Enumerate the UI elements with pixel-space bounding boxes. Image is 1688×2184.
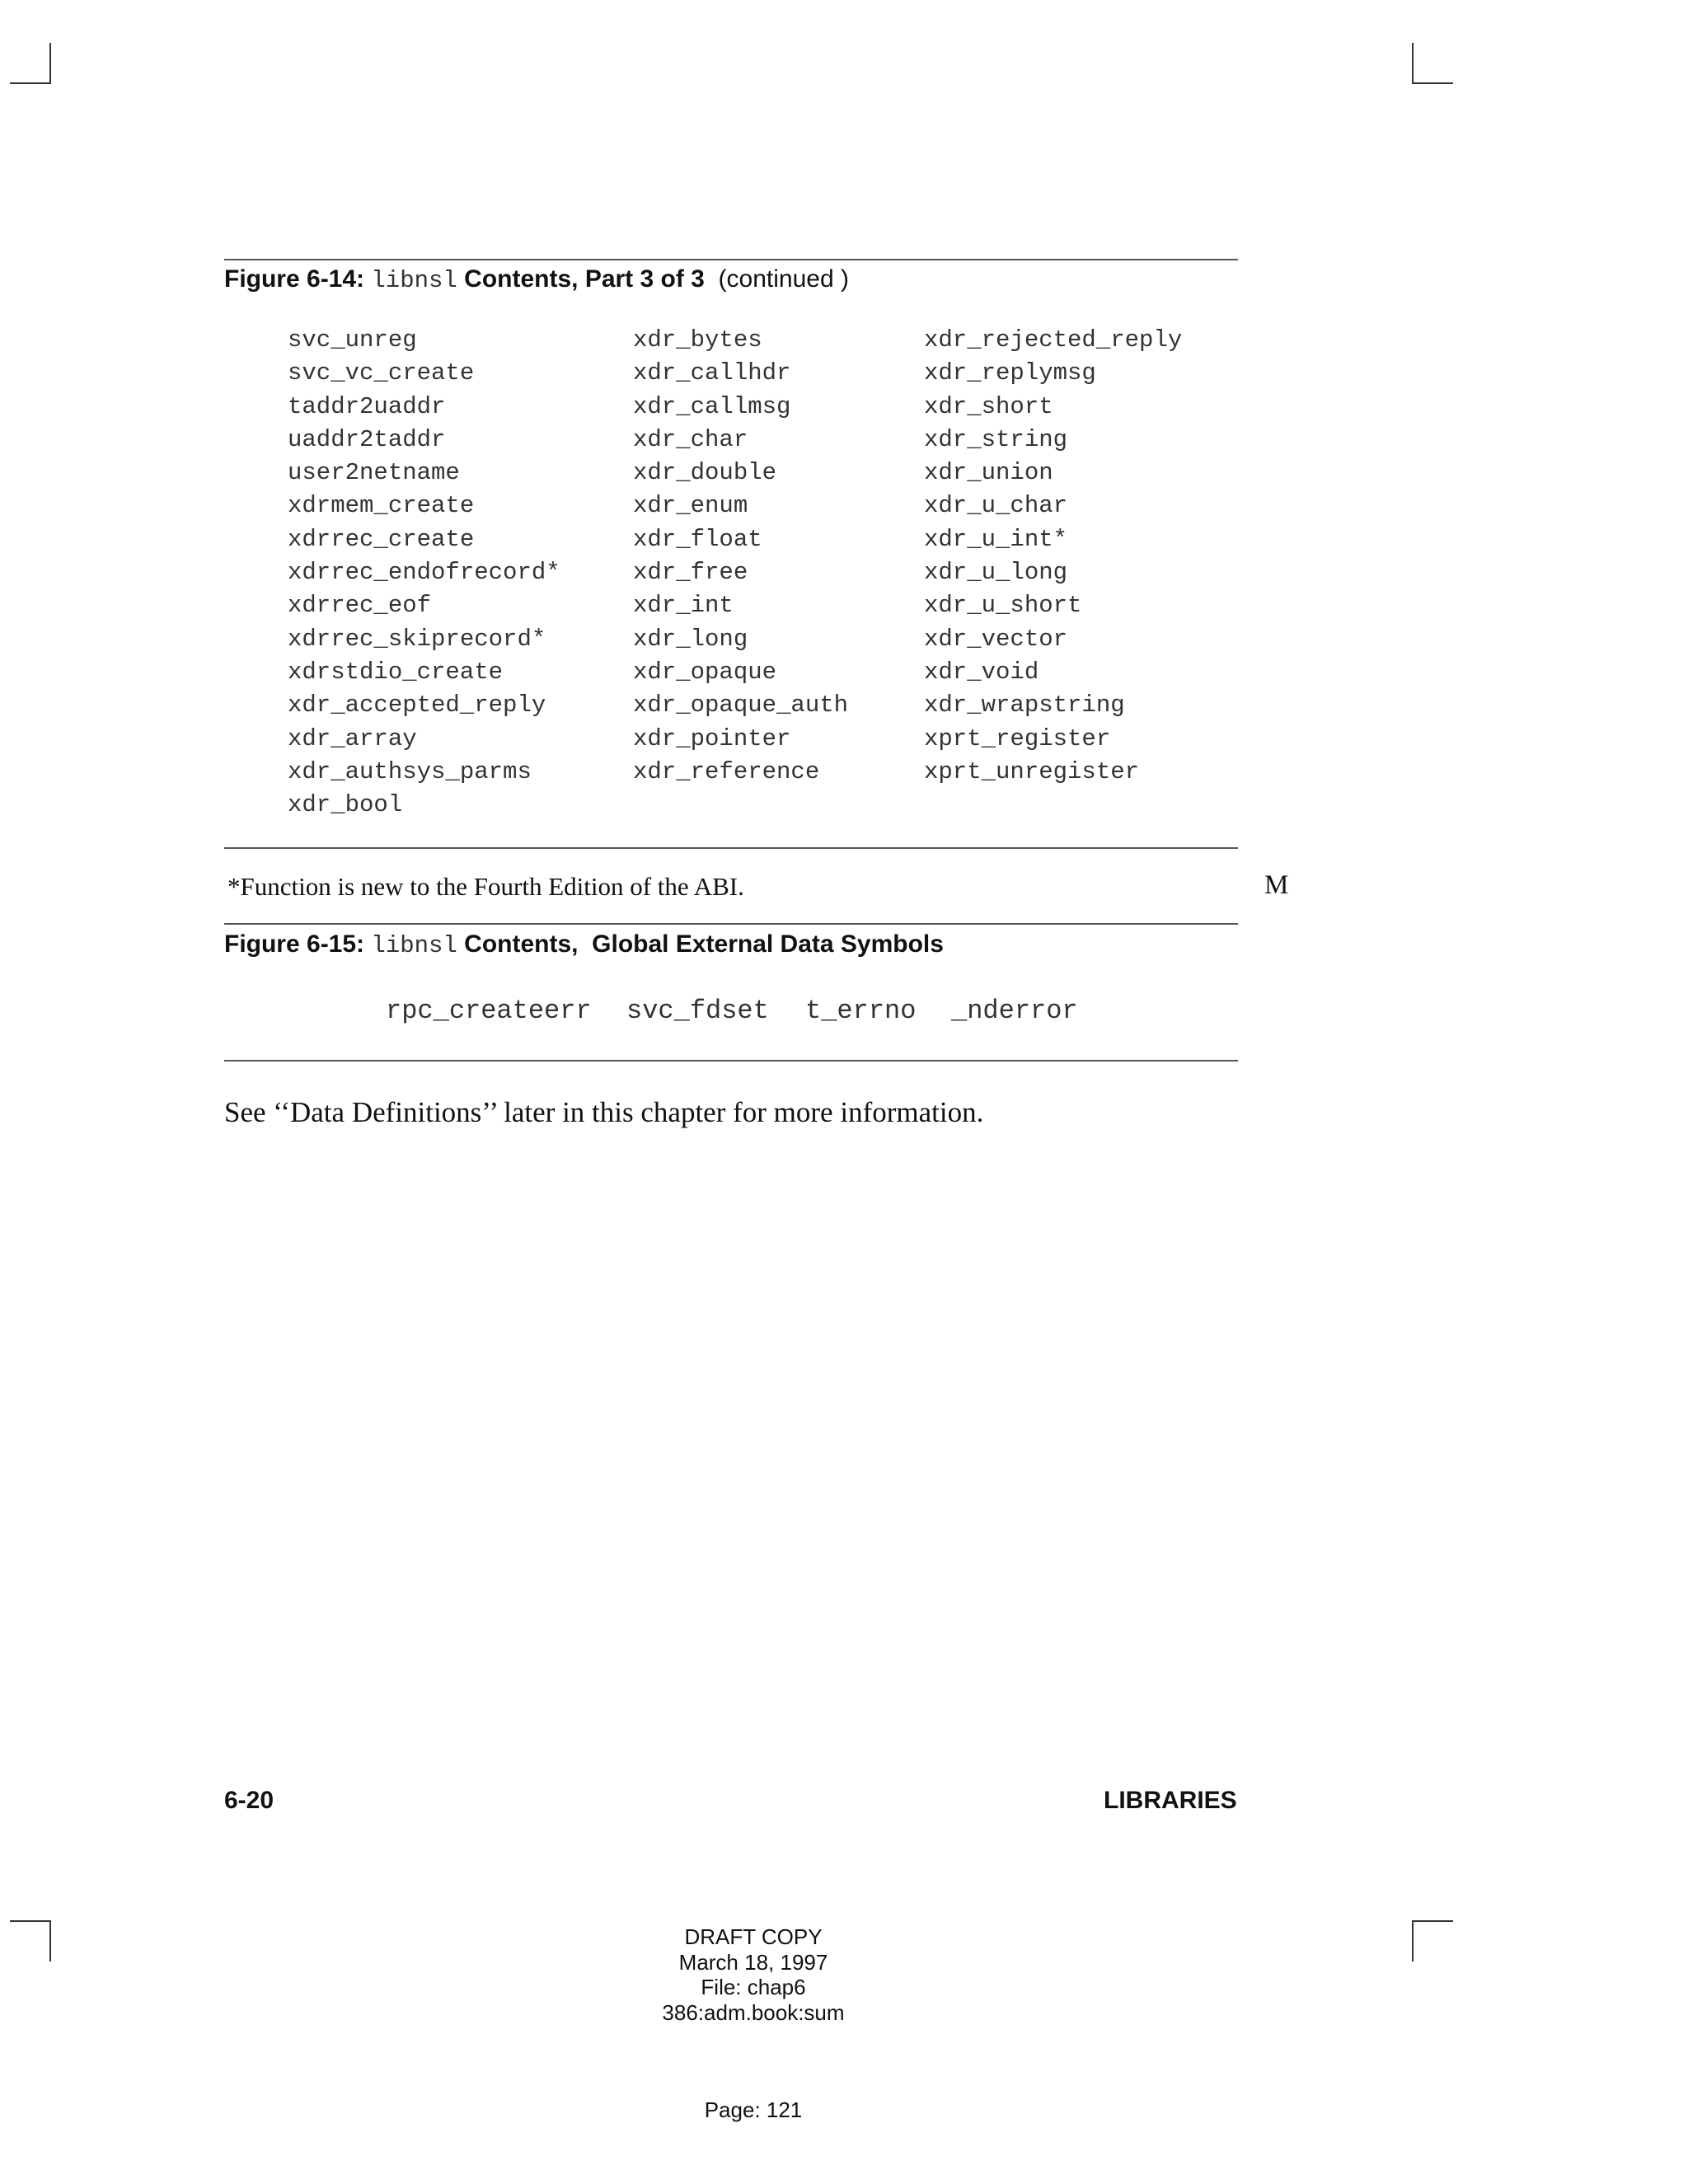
figure-15-label: Figure 6-15: xyxy=(224,930,365,958)
symbol-item: xdr_short xyxy=(924,392,1053,420)
figure-15-library: libnsl xyxy=(371,932,457,959)
symbol-item: xdrrec_endofrecord* xyxy=(288,559,560,587)
symbol-item: xdr_array xyxy=(288,724,417,752)
change-bar-mark: M xyxy=(1264,870,1289,900)
symbol-item: xdr_enum xyxy=(633,492,748,520)
footnote: *Function is new to the Fourth Edition of the ABI. xyxy=(227,872,744,901)
symbol-item: taddr2uaddr xyxy=(288,392,446,420)
draft-file: File: chap6 xyxy=(701,1975,806,1999)
figure-15-bottom-rule xyxy=(224,1060,1238,1062)
symbol-item: xprt_unregister xyxy=(924,757,1140,785)
figure-14-top-rule xyxy=(224,259,1238,260)
symbol-item: xdr_callmsg xyxy=(633,392,791,420)
global-symbol: _nderror xyxy=(951,996,1078,1026)
symbol-item: xdr_accepted_reply xyxy=(288,691,546,719)
symbol-column-1 xyxy=(288,324,560,822)
crop-mark-top-right xyxy=(1412,43,1453,84)
symbol-item: svc_vc_create xyxy=(288,359,475,387)
footer-page-ref: 6-20 xyxy=(224,1787,274,1814)
symbol-item: xdr_int xyxy=(633,592,734,620)
symbol-item: xdr_u_short xyxy=(924,592,1082,620)
figure-14-library: libnsl xyxy=(371,267,457,294)
symbol-item: xdr_long xyxy=(633,625,748,653)
symbol-item: xdr_wrapstring xyxy=(924,691,1125,719)
symbol-item: xdr_opaque xyxy=(633,658,777,686)
symbol-item: xdr_u_char xyxy=(924,492,1068,520)
global-symbol: rpc_createerr xyxy=(386,996,592,1026)
symbol-item: xdrrec_create xyxy=(288,525,475,553)
figure-15-caption xyxy=(224,930,944,959)
crop-mark-bottom-left xyxy=(10,1920,51,1961)
symbol-item: user2netname xyxy=(288,459,460,487)
symbol-column-3 xyxy=(924,324,1182,789)
symbol-column-2 xyxy=(633,324,848,789)
symbol-item: xdr_string xyxy=(924,425,1068,453)
symbol-item: svc_unreg xyxy=(288,326,417,354)
draft-date: March 18, 1997 xyxy=(678,1949,828,1975)
figure-14-caption xyxy=(224,265,849,294)
figure-14-continued: (continued ) xyxy=(718,265,849,293)
symbol-item: xdr_authsys_parms xyxy=(288,757,532,785)
crop-mark-top-left xyxy=(10,43,51,84)
symbol-item: xdrstdio_create xyxy=(288,658,504,686)
figure-14-title: Contents, Part 3 of 3 xyxy=(464,265,705,293)
symbol-item: xdr_float xyxy=(633,525,762,553)
symbol-item: xdrmem_create xyxy=(288,492,475,520)
global-symbol: t_errno xyxy=(805,996,917,1026)
draft-label: DRAFT COPY xyxy=(684,1924,823,1949)
symbol-item: xdrrec_skiprecord* xyxy=(288,625,546,653)
symbol-item: xdr_callhdr xyxy=(633,359,791,387)
symbol-item: xprt_register xyxy=(924,724,1111,752)
symbol-item: xdr_bytes xyxy=(633,326,762,354)
symbol-item: xdr_replymsg xyxy=(924,359,1096,387)
draft-page-number: Page: 121 xyxy=(704,2097,803,2122)
symbol-item: xdr_union xyxy=(924,459,1053,487)
symbol-item: xdr_bool xyxy=(288,791,403,819)
symbol-item: xdr_double xyxy=(633,459,777,487)
symbol-item: xdr_char xyxy=(633,425,748,453)
draft-info xyxy=(588,1924,918,2025)
footnote-top-rule xyxy=(224,847,1238,849)
symbol-item: xdr_opaque_auth xyxy=(633,691,849,719)
figure-15-title: Contents, Global External Data Symbols xyxy=(464,930,944,958)
symbol-item: xdr_u_int* xyxy=(924,525,1068,553)
draft-book: 386:adm.book:sum xyxy=(662,1999,845,2025)
figure-14-label: Figure 6-14: xyxy=(224,265,365,293)
global-symbol: svc_fdset xyxy=(626,996,769,1026)
symbol-item: xdr_void xyxy=(924,658,1039,686)
symbol-item: xdr_free xyxy=(633,559,748,587)
body-paragraph: See ‘‘Data Definitions’’ later in this chapter for more information. xyxy=(224,1096,984,1128)
symbol-item: xdrrec_eof xyxy=(288,592,432,620)
symbol-item: xdr_reference xyxy=(633,757,820,785)
symbol-item: xdr_u_long xyxy=(924,559,1068,587)
symbol-item: xdr_pointer xyxy=(633,724,791,752)
footer-section: LIBRARIES xyxy=(1104,1787,1237,1814)
symbol-item: xdr_rejected_reply xyxy=(924,326,1183,354)
symbol-item: xdr_vector xyxy=(924,625,1068,653)
figure-15-top-rule xyxy=(224,923,1238,925)
symbol-item: uaddr2taddr xyxy=(288,425,446,453)
crop-mark-bottom-right xyxy=(1412,1920,1453,1961)
